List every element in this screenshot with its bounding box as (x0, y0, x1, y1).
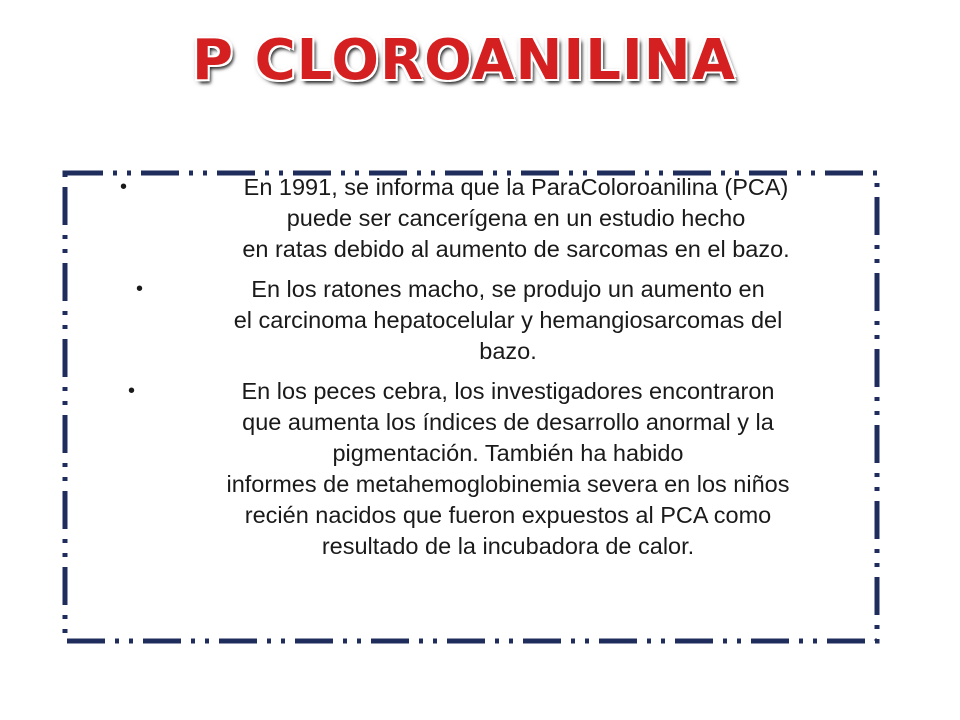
bullet-list (116, 172, 856, 571)
bullet-2-line-3: bazo. (479, 338, 537, 364)
bullet-1-line-2: puede ser cancerígena en un estudio hecho (286, 205, 746, 231)
bullet-2-line-1: En los ratones macho, se produjo un aumento en (251, 276, 765, 302)
slide-title: P CLOROANILINA (192, 28, 736, 93)
bullet-1-line-1: En 1991, se informa que la ParaColoroanilina (PCA) (243, 174, 789, 200)
bullet-text-2 (116, 274, 856, 367)
bullet-text-3 (116, 376, 856, 562)
bullet-3-line-3: pigmentación. También ha habido (332, 440, 684, 466)
bullet-3-line-1: En los peces cebra, los investigadores encontraron (241, 378, 775, 404)
bullet-item-2 (116, 274, 856, 367)
bullet-3-line-5: recién nacidos que fueron expuestos al PCA como (244, 502, 772, 528)
bullet-item-1 (116, 172, 856, 265)
bullet-item-3 (116, 376, 856, 562)
bullet-3-line-2: que aumenta los índices de desarrollo anormal y la (242, 409, 774, 435)
bullet-dot-icon: • (120, 176, 128, 198)
bullet-text-1 (116, 172, 856, 265)
bullet-2-line-2: el carcinoma hepatocelular y hemangiosarcomas del (233, 307, 783, 333)
bullet-1-line-3: en ratas debido al aumento de sarcomas en el bazo. (242, 236, 790, 262)
bullet-3-line-6: resultado de la incubadora de calor. (321, 533, 695, 559)
bullet-dot-icon: • (128, 380, 136, 402)
bullet-3-line-4: informes de metahemoglobinemia severa en los niños (226, 471, 790, 497)
bullet-dot-icon: • (136, 278, 144, 300)
